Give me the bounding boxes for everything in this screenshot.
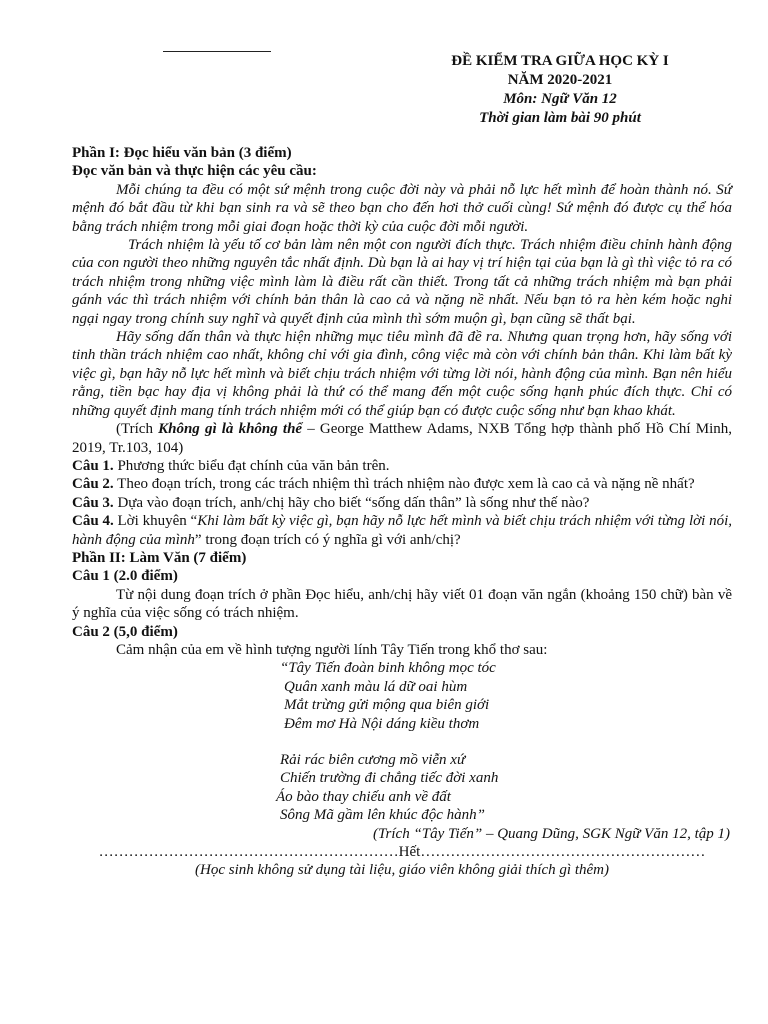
exam-subject: Môn: Ngữ Văn 12 [503,91,617,107]
poem-line: Rải rác biên cương mồ viễn xứ [280,752,466,768]
poem-line: Mắt trừng gửi mộng qua biên giới [284,697,490,714]
footer-note: (Học sinh không sử dụng tài liệu, giáo viên không giải thích gì thêm) [195,862,609,879]
passage-paragraph-2: Trách nhiệm là yếu tố cơ bản làm nên một con người đích thực. Trách nhiệm điều chỉnh hành động của con người theo những nguyên tắc nhất định. Dù bạn là ai hay vị trí hiện tại của bạn là gì thì việc tỏ ra có trách nhiệm trong những việc mình làm là điều rất cần thiết. Trong tất cả những trách nhiệm mà bạn phải gánh vác thì trách nhiệm với chính bản thân là cao cả và nặng nề nhất. Nếu bạn tỏ ra hèn kém hoặc nghi ngại ngay trong chính suy nghĩ và quyết định của mình thì sớm muộn gì, bạn cũng sẽ thất bại. [72,237,732,327]
exam-header [420,52,700,128]
part2-question-2-heading: Câu 2 (5,0 điểm) [72,623,178,640]
exam-time: Thời gian làm bài 90 phút [479,110,641,126]
passage-paragraph-1: Mỗi chúng ta đều có một sứ mệnh trong cuộc đời này và phải nỗ lực hết mình để hoàn thành nó. Sứ mệnh đó bắt đầu từ khi bạn sinh ra và sẽ theo bạn cho đến hơi thở cuối cùng! Sứ mệnh đó được cụ thể hóa bằng trách nhiệm trong mỗi giai đoạn hoặc thời kỳ của cuộc đời mỗi người. [72,181,732,235]
part2-question-2-text: Cảm nhận của em về hình tượng người lính Tây Tiến trong khổ thơ sau: [116,641,548,658]
source-title: Không gì là không thể [158,421,303,438]
exam-title: ĐỀ KIỂM TRA GIỮA HỌC KỲ I [451,53,669,69]
question-2: Câu 2. Theo đoạn trích, trong các trách nhiệm thì trách nhiệm nào được xem là cao cả và nặng nề nhất? [72,476,695,493]
part2-heading: Phần II: Làm Văn (7 điểm) [72,549,247,566]
poem-line: Áo bào thay chiếu anh về đất [276,788,451,805]
question-4: Câu 4. Lời khuyên “Khi làm bất kỳ việc gì, bạn hãy nỗ lực hết mình và biết chịu trách nhiệm với từng lời nói, hành động của mình” trong đoạn trích có ý nghĩa gì với anh/chị? [72,513,732,548]
poem-line: Chiến trường đi chẳng tiếc đời xanh [280,770,499,787]
question-3: Câu 3. Dựa vào đoạn trích, anh/chị hãy cho biết “sống dấn thân” là sống như thế nào? [72,494,590,511]
exam-body [72,144,732,880]
poem-line: “Tây Tiến đoàn binh không mọc tóc [280,660,496,677]
part2-question-1-text: Từ nội dung đoạn trích ở phần Đọc hiểu, anh/chị hãy viết 01 đoạn văn ngắn (khoảng 150 chữ) bàn về ý nghĩa của việc sống có trách nhiệm. [72,586,732,622]
part2-question-1-heading: Câu 1 (2.0 điểm) [72,568,178,585]
poem-line: Đêm mơ Hà Nội dáng kiều thơm [284,715,480,732]
poem [72,659,732,824]
end-line: ……………………………………………………Hết………………………………………………… [98,844,706,861]
exam-year: NĂM 2020-2021 [507,72,613,88]
poem-source: (Trích “Tây Tiến” – Quang Dũng, SGK Ngữ Văn 12, tập 1) [373,825,730,842]
poem-line: Quân xanh màu lá dữ oai hùm [284,678,468,695]
question-1: Câu 1. Phương thức biểu đạt chính của văn bản trên. [72,457,390,474]
header-rule [163,51,271,52]
poem-line: Sông Mã gầm lên khúc độc hành” [280,807,485,824]
passage-source: (Trích Không gì là không thể – George Matthew Adams, NXB Tổng hợp thành phố Hồ Chí Minh, 2019, Tr.103, 104) [72,421,732,456]
part1-heading: Phần I: Đọc hiểu văn bản (3 điểm) [72,145,292,161]
passage-paragraph-3: Hãy sống dấn thân và thực hiện những mục tiêu mình đã đề ra. Nhưng quan trọng hơn, hãy sống với tinh thần trách nhiệm cao nhất, không chỉ với gia đình, công việc mà còn với chính bản thân. Khi làm bất kỳ việc gì, bạn hãy nỗ lực hết mình và biết chịu trách nhiệm với từng lời nói, hành động của mình. Bạn nên hiểu rằng, tiền bạc hay địa vị không phải là thứ có thể mang đến một cuộc sống hạnh phúc đích thực. Chỉ có những quyết định mang tính trách nhiệm mới có thể giúp bạn có được cuộc sống như bạn khao khát. [72,329,732,419]
part1-instruction: Đọc văn bản và thực hiện các yêu cầu: [72,163,317,180]
